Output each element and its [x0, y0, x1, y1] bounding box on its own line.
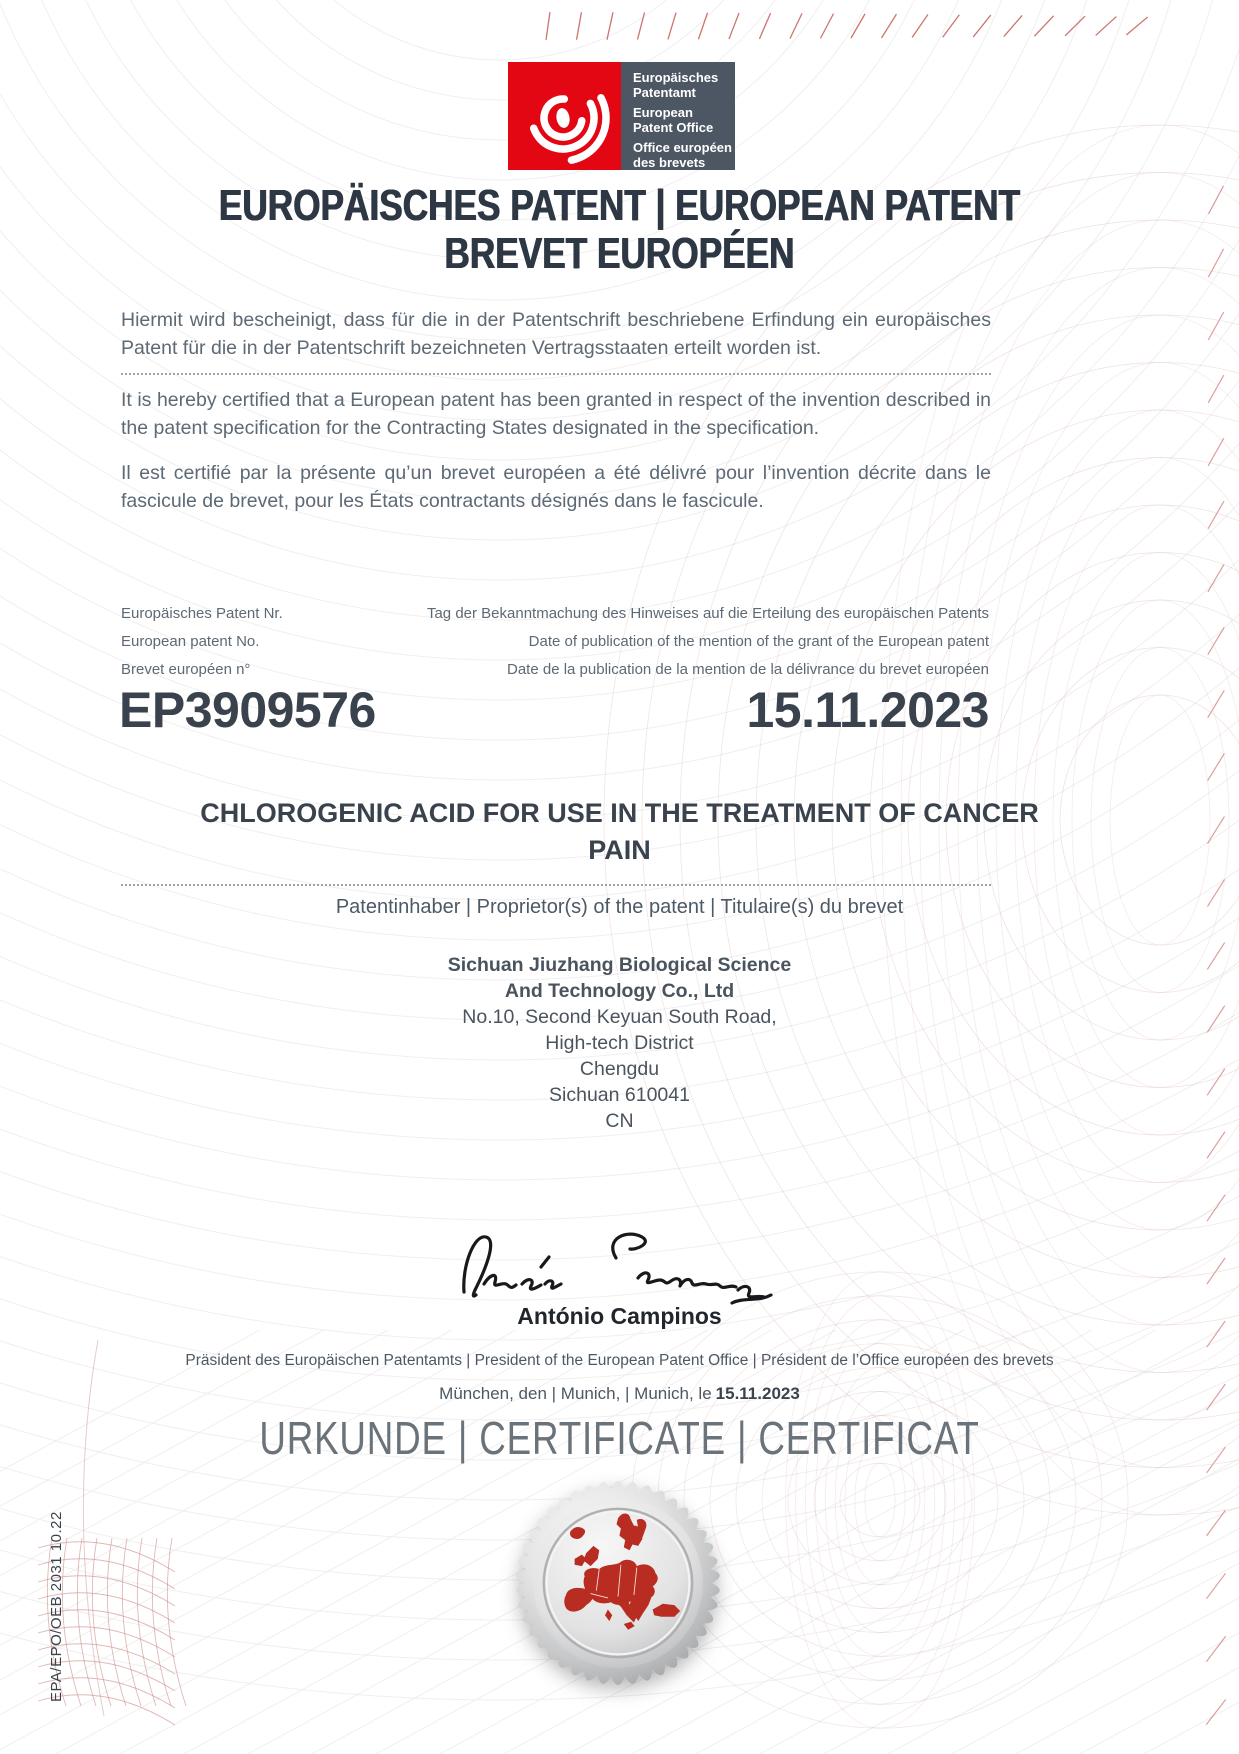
certificate-words: URKUNDE | CERTIFICATE | CERTIFICAT	[259, 1412, 980, 1464]
signature-place-date: München, den | Munich, | Munich, le 15.11.2023	[439, 1384, 800, 1403]
proprietor-address: No.10, Second Keyuan South Road,	[462, 1006, 777, 1028]
proprietor-name: Sichuan Jiuzhang Biological Science	[447, 954, 792, 976]
signature-image	[430, 1222, 810, 1310]
epo-name-en: European Patent Office	[633, 105, 714, 135]
proprietor-address: High-tech District	[545, 1032, 694, 1054]
heading-line-1: EUROPÄISCHES PATENT | EUROPEAN PATENT	[218, 181, 1021, 230]
proprietor-address: Sichuan 610041	[549, 1084, 690, 1106]
proprietor-name: And Technology Co., Ltd	[504, 980, 735, 1002]
signature-date: 15.11.2023	[715, 1384, 800, 1403]
grant-date-labels: Tag der Bekanntmachung des Hinweises auf die Erteilung des europäischen Patents Date of publication of the mention of the grant of the European patent Date de la publication de la mention de la délivrance du brevet européen	[426, 605, 989, 678]
heading-line-2: BREVET EUROPÉEN	[444, 229, 795, 278]
invention-title: CHLOROGENIC ACID FOR USE IN THE TREATMENT OF CANCER PAIN	[200, 798, 1039, 865]
epo-spiral-icon	[508, 62, 621, 170]
signatory-role: Präsident des Europäischen Patentamts | President of the European Patent Office | Président de l’Office européen des brevets	[185, 1352, 1054, 1369]
epo-name-de: Europäisches Patentamt	[633, 70, 719, 100]
patent-number-value: EP3909576	[119, 682, 376, 738]
certification-fr: Il est certifié par la présente qu’un brevet européen a été délivré pour l’invention décrite dans le fascicule de brevet, pour les États contractants désignés dans le fascicule.	[121, 462, 991, 512]
epo-logo	[508, 62, 735, 170]
proprietor-block	[0, 952, 1239, 1134]
epo-name-fr: Office européen des brevets	[633, 140, 732, 170]
proprietor-heading: Patentinhaber | Proprietor(s) of the patent | Titulaire(s) du brevet	[335, 896, 904, 918]
proprietor-address: Chengdu	[579, 1058, 660, 1080]
certificate-heading	[124, 182, 1115, 278]
form-code: EPA/EPO/OEB 2031 10.22	[48, 1511, 65, 1702]
grant-date-value: 15.11.2023	[746, 682, 989, 738]
certification-en: It is hereby certified that a European patent has been granted in respect of the invention described in the patent specification for the Contracting States designated in the specification.	[121, 389, 991, 439]
certification-de: Hiermit wird bescheinigt, dass für die in der Patentschrift beschriebene Erfindung ein europäisches Patent für die in der Patentschrift bezeichneten Vertragsstaaten erteilt worden ist.	[121, 309, 991, 359]
epo-seal	[512, 1477, 724, 1689]
dotted-divider	[121, 373, 991, 375]
signatory-name: António Campinos	[517, 1303, 722, 1329]
dotted-divider	[121, 884, 991, 886]
proprietor-address: CN	[605, 1110, 634, 1132]
epo-logo-text	[621, 62, 735, 170]
patent-number-labels: Europäisches Patent Nr. European patent No. Brevet européen n°	[121, 605, 283, 678]
